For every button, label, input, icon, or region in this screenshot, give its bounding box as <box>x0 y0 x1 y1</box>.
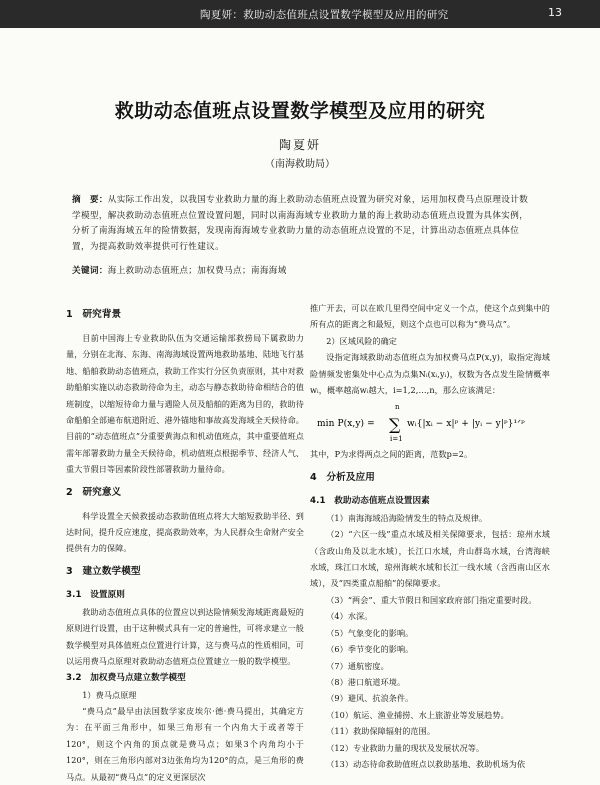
factor-item: （3）“两会”、重大节假日和国家政府部门指定重要时段。 <box>326 594 537 605</box>
formula-svg <box>315 400 545 444</box>
factor-item: （4）水深。 <box>326 611 373 622</box>
factor-item: （10）航运、渔业捕捞、水上旅游业等发展趋势。 <box>326 709 509 720</box>
summation-sign: ∑ <box>389 415 401 435</box>
factor-item: （13）动态待命救助值班点以救助基地、救助机场为依 <box>326 758 526 769</box>
keywords <box>72 264 532 276</box>
norm-paragraph: 其中，P为求得两点之间的距离，范数p=2。 <box>310 449 473 460</box>
sum-upper-limit: n <box>395 403 400 412</box>
factor-item: （1）南海海域沿海险情发生的特点及规律。 <box>326 512 488 523</box>
section-3-1-heading: 3.1 设置原则 <box>66 589 125 600</box>
section-1-paragraph: 目前中国海上专业救助队伍为交通运输部救捞局下属救助力量，分别在北海、东海、南海海域设置两地救助基地、陆地飞行基地、船舶救助动态值班点，救助工作实行分区负责原则，其中对救助船舶实施以动态救助待命为主，动态与静态救助待命相结合的值班制度，以缩短待命力量与遇险人员及船舶的距离为目的，救助待命船舶全部遍布航道附近、港外锚地和事故高发海域全天候待命。目前的“动态值班点”分重要黄海点和机动值班点，其中重要值班点需年部署救助力量全天候待命，机动值班点根据季节、经济人气、重大节假日等因素阶段性部署救助力量待命。 <box>66 333 304 475</box>
left-column <box>66 300 304 785</box>
factor-item: （8）港口航道环境。 <box>326 676 406 687</box>
page-number: 13 <box>548 6 562 19</box>
section-4-1-heading: 4.1 救助动态值班点设置因素 <box>310 495 430 506</box>
section-2-paragraph: 科学设置全天候救援动态救助值班点将大大缩短救助半径、到达时间，提升反应速度，提高救助效率，为人民群众生命财产安全提供有力的保障。 <box>66 510 304 554</box>
formula-body: wᵢ{|xᵢ − x|ᵖ + |yᵢ − y|ᵖ}¹ᐟᵖ <box>407 419 525 430</box>
paper-title: 救助动态值班点设置数学模型及应用的研究 <box>114 100 486 122</box>
factor-item: （7）通航密度。 <box>326 660 389 671</box>
abstract <box>72 193 532 255</box>
section-2-heading: 2 研究意义 <box>66 486 122 498</box>
section-3-2-subheading: 1）费马点原理 <box>82 689 137 700</box>
subheading-region-risk: 2）区域风险的确定 <box>326 335 397 346</box>
running-title: 陶夏妍：救助动态值班点设置数学模型及应用的研究 <box>200 9 449 21</box>
right-column <box>310 300 550 772</box>
section-1-heading: 1 研究背景 <box>66 309 122 320</box>
factor-item: （9）避风、抗浪条件。 <box>326 693 414 704</box>
factor-item: （2）“六区一线”重点水域及相关保障要求，包括：琼州水域（含政山角及以北水域），长江口水域，舟山群岛水域，台湾海峡水域，珠江口水域，琼州海峡水域和长江一线水域（含西南山区水域），及“四类重点船舶”的保障要求。 <box>310 529 550 589</box>
abstract-label: 摘 要： <box>72 195 108 205</box>
running-header <box>0 0 600 28</box>
factor-item: （11）救助保障辐射的范围。 <box>326 726 436 737</box>
affiliation: （南海救助局） <box>265 159 335 170</box>
section-3-2-heading: 3.2 加权费马点建立数学模型 <box>66 672 186 683</box>
weighted-fermat-paragraph: 设指定海域救助动态值班点为加权费马点P(x,y)，取指定海域险情频发密集处中心点为点集Nᵢ(xᵢ,yᵢ)，权数为各点发生险情概率wᵢ，概率越高wᵢ越大，i=1,2,…,n，那么应该满足： <box>310 352 550 396</box>
factor-item: （5）气象变化的影响。 <box>326 627 414 638</box>
formula-lhs: min P(x,y) = <box>317 419 375 430</box>
sum-lower-limit: i=1 <box>390 435 403 444</box>
objective-formula <box>310 400 550 444</box>
factor-item: （6）季节变化的影响。 <box>326 644 414 655</box>
section-4-heading: 4 分析及应用 <box>310 471 375 483</box>
abstract-text: 从实际工作出发，以我国专业救助力量的海上救助动态值班点设置为研究对象，运用加权费马点原理设计数学模型，解决救助动态值班点位置设置问题，同时以南海海域专业救助力量的海上救助动态值班点设置为具体实例，分析了南海海域五年的险情数据，发现南海海域专业救助力量的动态值班点设置的不足，计算出动态值班点具体位置，为提高救助效率提供可行性建议。 <box>72 195 529 252</box>
author-name: 陶夏妍 <box>278 138 321 152</box>
section-3-heading: 3 建立数学模型 <box>66 565 141 577</box>
section-3-1-paragraph: 救助动态值班点具体的位置应以到达险情频发海域距离最短的原则进行设置，由于这种模式具有一定的普遍性，可将求建立一般数学模型对具体值班点位置进行计算，这与费马点的性质相同，可以运用费马点原理对救助动态值班点位置建立一般的数学模型。 <box>66 606 304 667</box>
factor-item: （12）专业救助力量的现状及发展状况等。 <box>326 742 485 753</box>
keywords-label: 关键词： <box>72 266 108 276</box>
section-3-2-paragraph: “费马点”最早由法国数学家皮埃尔·德·费马提出，其确定方为：在平面三角形中，如果三角形有一个内角大于或者等于120°，则这个内角的顶点就是费马点；如果3个内角均小于120°，则在三角形内部对3边张角均为120°的点，是三角形的费马点。从最初“费马点”的定义更深层次 <box>66 705 304 782</box>
keywords-text: 海上救助动态值班点；加权费马点；南海海域 <box>107 266 287 276</box>
continued-paragraph: 推广开去，可以在欧几里得空间中定义一个点，使这个点到集中的所有点的距离之和最短，则这个点也可以称为“费马点”。 <box>310 303 550 330</box>
